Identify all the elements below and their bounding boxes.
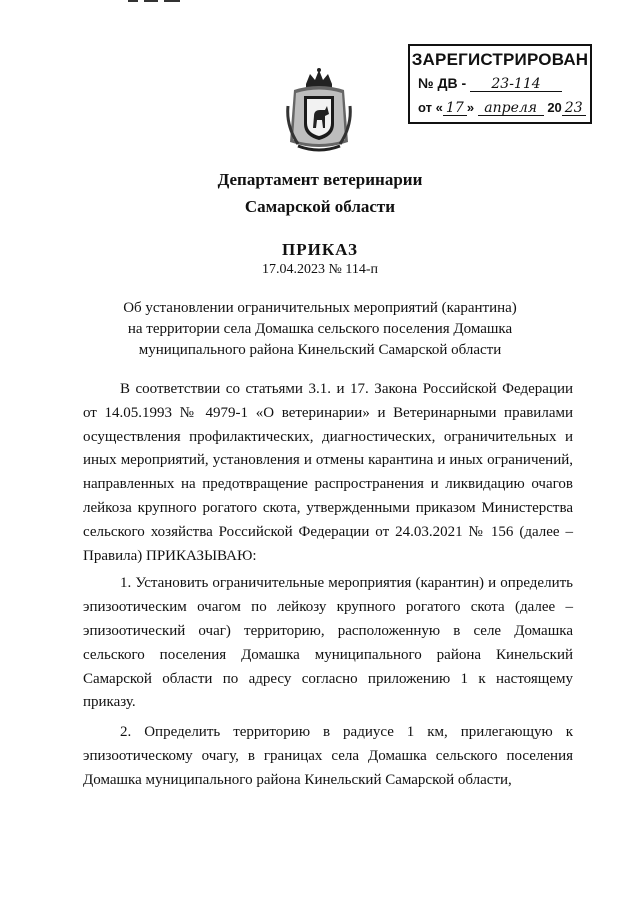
stamp-date-mid: » <box>466 100 475 115</box>
stamp-number-label: № ДВ - <box>418 75 467 91</box>
stamp-number-value: 23-114 <box>470 77 562 92</box>
document-date-number: 17.04.2023 № 114-п <box>262 262 378 277</box>
document-body <box>83 378 573 799</box>
scan-edge-marks <box>128 0 188 4</box>
stamp-title: ЗАРЕГИСТРИРОВАН <box>411 50 589 69</box>
subject-line-2: на территории села Домашка сельского поселения Домашка <box>127 321 513 337</box>
stamp-date-month: апреля <box>478 101 544 116</box>
samara-coat-of-arms-icon <box>284 66 354 154</box>
registration-stamp <box>408 44 592 124</box>
department-name-line1: Департамент ветеринарии <box>217 170 423 189</box>
stamp-date-row <box>418 100 586 116</box>
body-paragraph-preamble: В соответствии со статьями 3.1. и 17. Закона Российской Федерации от 14.05.1993 № 4979-1 «О ветеринарии» и Ветеринарными правилами осуществления профилактических, диагностических, ограничительных и иных мероприятий, установления и отмены карантина и иных ограничений, направленных на предотвращение распространения и ликвидацию очагов лейкоза крупного рогатого скота, утвержденными приказом Министерства сельского хозяйства Российской Федерации от 24.03.2021 № 156 (далее – Правила) ПРИКАЗЫВАЮ: <box>83 381 573 564</box>
stamp-number-row <box>418 75 562 92</box>
stamp-year-prefix: 20 <box>547 100 562 115</box>
stamp-date-prefix: от « <box>418 100 443 115</box>
document-type-title: ПРИКАЗ <box>282 240 358 259</box>
subject-line-3: муниципального района Кинельский Самарской области <box>138 342 502 358</box>
stamp-year-suffix: 23 <box>562 101 586 116</box>
body-paragraph-item-2: 2. Определить территорию в радиусе 1 км, прилегающую к эпизоотическому очагу, в границах села Домашка сельского поселения Домашка муниципального района Кинельский Самарской области, <box>83 724 573 788</box>
department-name-line2: Самарской области <box>244 197 396 216</box>
stamp-date-day: 17 <box>443 101 467 116</box>
document-subject <box>60 298 580 361</box>
subject-line-1: Об установлении ограничительных мероприятий (карантина) <box>123 300 517 316</box>
body-paragraph-item-1: 1. Установить ограничительные мероприятия (карантин) и определить эпизоотическим очагом по лейкозу крупного рогатого скота (далее – эпизоотический очаг) территорию, расположенную в селе Домашка сельского поселения Домашка муниципального района Кинельский Самарской области по адресу согласно приложению 1 к настоящему приказу. <box>83 575 573 711</box>
